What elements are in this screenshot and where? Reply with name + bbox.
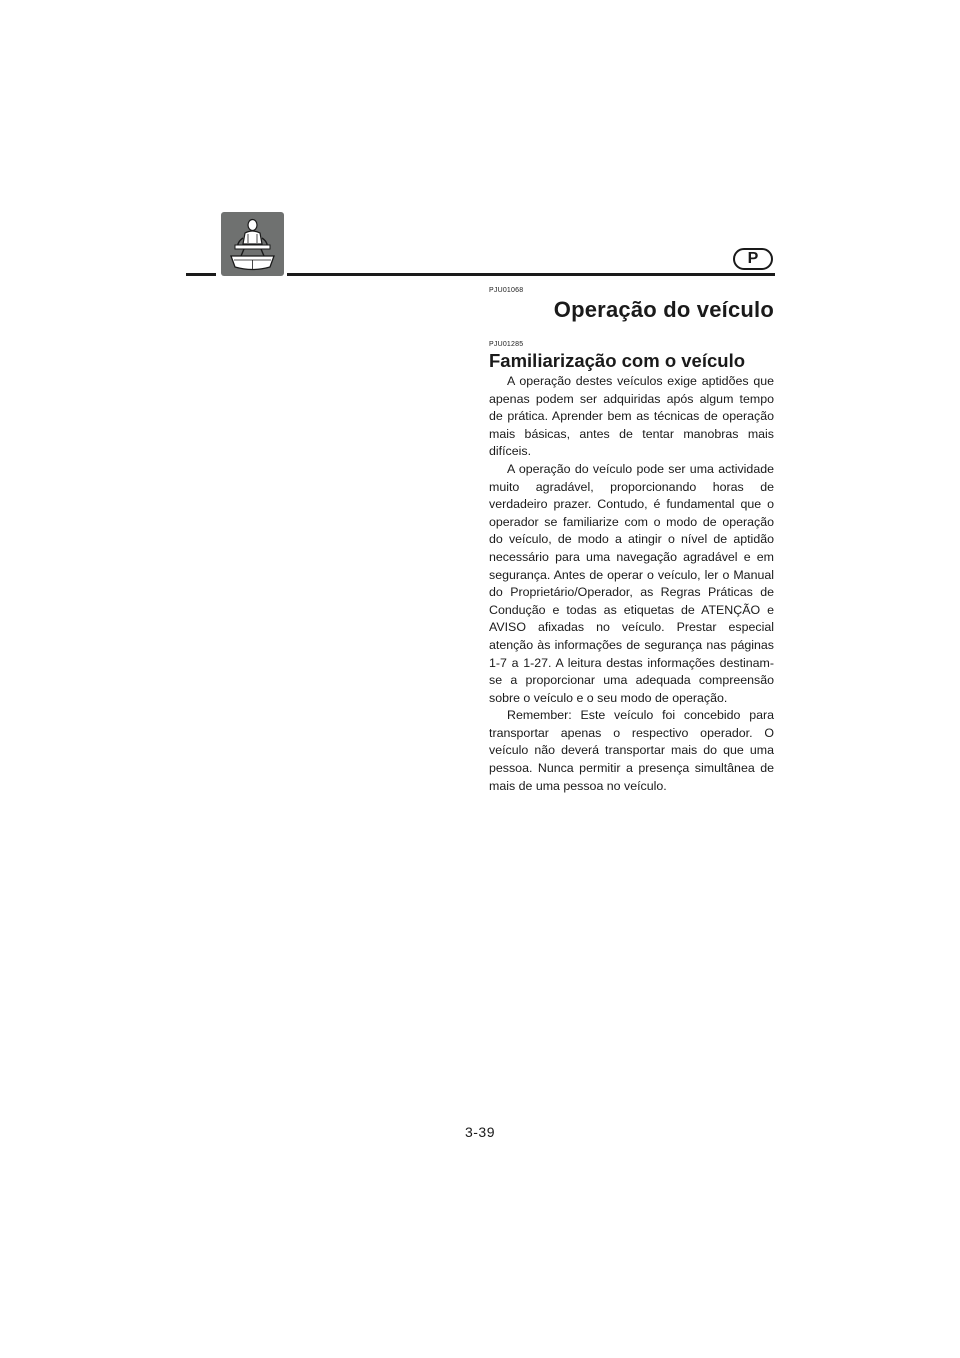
body-text xyxy=(489,373,774,795)
chapter-code: PJU01068 xyxy=(489,287,524,294)
language-badge: P xyxy=(733,248,773,270)
paragraph-1: A operação destes veículos exige aptidões que apenas podem ser adquiridas após algum tempo de prática. Aprender bem as técnicas de operação mais básicas, antes de tentar manobras mais difíceis. xyxy=(489,374,774,459)
header-rule-left xyxy=(186,273,216,276)
main-content xyxy=(489,286,774,795)
paragraph-3: Remember: Este veículo foi concebido para transportar apenas o respectivo operador. O veículo não deverá transportar mais do que uma pessoa. Nunca permitir a presença simultânea de mais de uma pessoa no veículo. xyxy=(489,708,774,793)
jet-ski-rider-icon xyxy=(221,212,284,276)
page-number: 3-39 xyxy=(464,1124,496,1140)
paragraph-2: A operação do veículo pode ser uma actividade muito agradável, proporcionando horas de verdadeiro prazer. Contudo, é fundamental que o operador se familiarize com o modo de operação do veículo, de modo a atingir o nível de aptidão necessário para uma navegação agradável e em segurança. Antes de operar o veículo, ler o Manual do Proprietário/Operador, as Regras Práticas de Condução e todas as etiquetas de ATENÇÃO e AVISO afixadas no veículo. Prestar especial atenção às informações de segurança nas páginas 1-7 a 1-27. A leitura destas informações destinam-se a proporcionar uma adequada compreensão sobre o veículo e o seu modo de operação. xyxy=(489,461,774,705)
chapter-title: Operação do veículo xyxy=(553,297,774,322)
section-code: PJU01285 xyxy=(489,341,524,348)
section-title: Familiarização com o veículo xyxy=(489,350,746,371)
header-rule-right xyxy=(287,273,775,276)
